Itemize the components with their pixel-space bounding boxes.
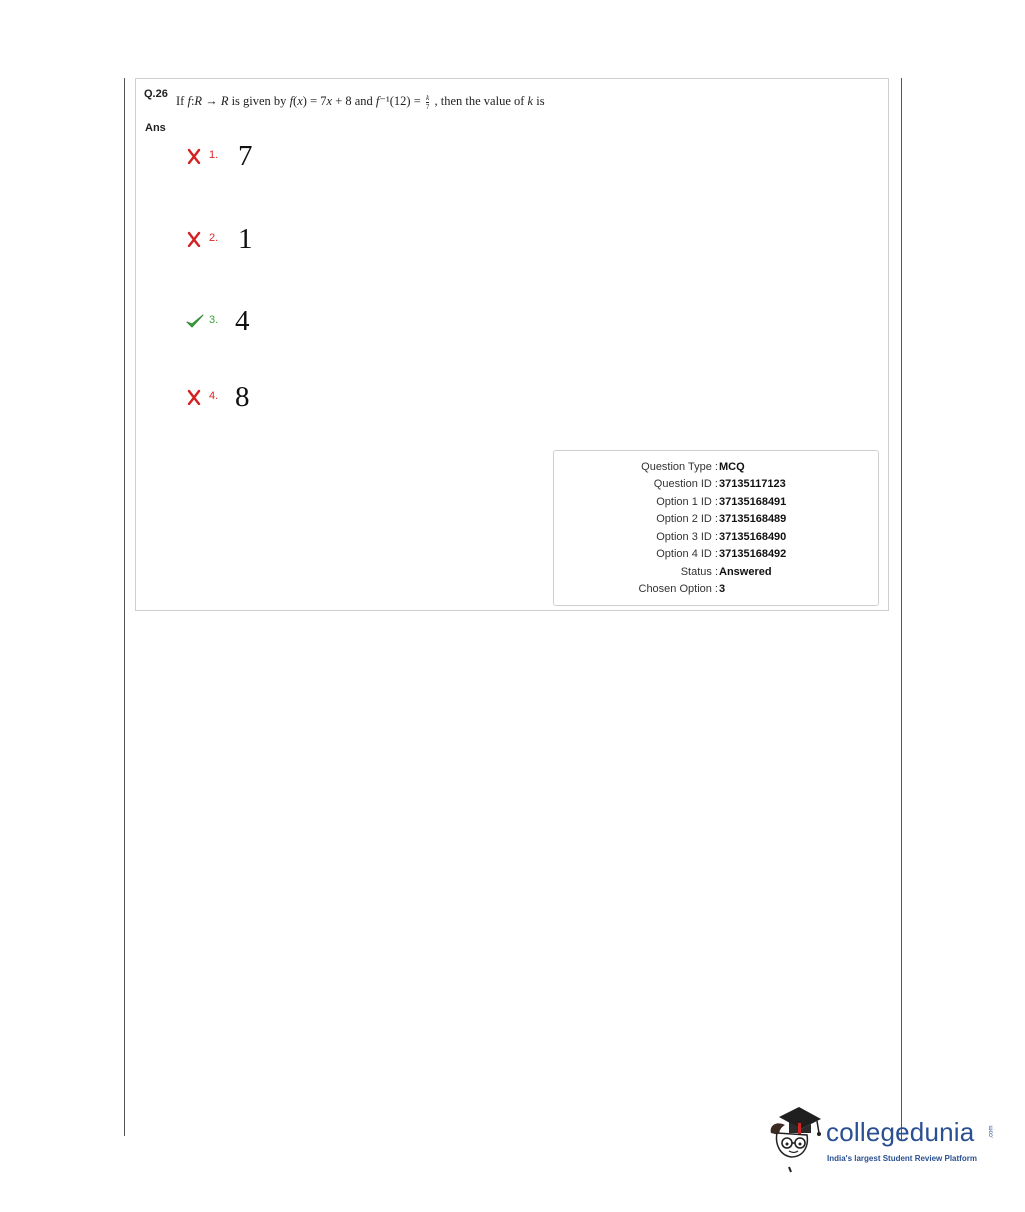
option-number: 3. xyxy=(209,314,219,326)
meta-status xyxy=(554,566,880,582)
option-value: 4 xyxy=(235,305,250,337)
question-text-part: → xyxy=(202,94,221,108)
collegedunia-watermark xyxy=(765,1103,1005,1183)
meta-value: 37135117123 xyxy=(719,478,786,490)
meta-value: 37135168489 xyxy=(719,513,787,525)
question-number: Q.26 xyxy=(144,88,168,100)
page-border-right xyxy=(901,78,902,1140)
fraction-denominator: 7 xyxy=(425,102,430,111)
math-symbol: f xyxy=(375,94,380,108)
meta-option-1-id xyxy=(554,496,880,512)
question-card xyxy=(135,78,889,611)
fraction-numerator: k xyxy=(426,93,430,102)
question-text xyxy=(176,93,545,111)
math-symbol: f xyxy=(289,94,294,108)
meta-value: 37135168491 xyxy=(719,496,787,508)
question-text-part: ( xyxy=(293,94,298,108)
question-text-part: : xyxy=(190,94,195,108)
question-text-part: is given by xyxy=(228,94,290,108)
meta-label: Question ID : xyxy=(653,478,718,490)
wrong-cross-icon xyxy=(186,148,202,164)
meta-option-3-id xyxy=(554,531,880,547)
question-text-part: If xyxy=(176,94,188,108)
option-value: 8 xyxy=(235,381,250,413)
wrong-cross-icon xyxy=(186,389,202,405)
option-number: 1. xyxy=(209,149,219,161)
math-symbol: R xyxy=(194,94,203,108)
meta-value: MCQ xyxy=(719,461,745,473)
math-symbol: k xyxy=(527,94,534,108)
meta-label: Option 3 ID : xyxy=(656,531,718,543)
meta-value: 37135168492 xyxy=(719,548,787,560)
brand-suffix: .com xyxy=(988,1125,995,1139)
brand-tagline: India's largest Student Review Platform xyxy=(827,1154,977,1163)
question-text-part: ⁻¹(12) = xyxy=(379,94,424,108)
meta-question-id xyxy=(554,478,880,494)
question-meta-panel xyxy=(553,450,879,606)
fraction xyxy=(426,94,430,111)
option-value: 1 xyxy=(238,223,253,255)
option-value: 7 xyxy=(238,140,253,172)
brand-name: collegedunia xyxy=(826,1117,975,1147)
meta-value: Answered xyxy=(719,566,772,578)
page-border-left xyxy=(124,78,125,1136)
meta-label: Status : xyxy=(680,566,718,578)
meta-label: Option 1 ID : xyxy=(656,496,718,508)
meta-question-type xyxy=(554,461,880,477)
meta-label: Option 4 ID : xyxy=(656,548,718,560)
question-text-part: + 8 and xyxy=(332,94,376,108)
wrong-cross-icon xyxy=(186,231,202,247)
answer-label: Ans xyxy=(145,122,166,134)
correct-check-icon xyxy=(186,313,204,329)
math-symbol: x xyxy=(326,94,333,108)
question-text-part: ) = 7 xyxy=(302,94,327,108)
question-text-part: is xyxy=(533,94,545,108)
meta-label: Question Type : xyxy=(641,461,718,473)
meta-label: Option 2 ID : xyxy=(656,513,718,525)
meta-option-4-id xyxy=(554,548,880,564)
mascot-logo-icon xyxy=(765,1103,827,1173)
meta-chosen-option xyxy=(554,583,880,599)
meta-value: 37135168490 xyxy=(719,531,787,543)
meta-value: 3 xyxy=(719,583,726,595)
question-text-part: , then the value of xyxy=(431,94,528,108)
math-symbol: x xyxy=(297,94,303,108)
meta-option-2-id xyxy=(554,513,880,529)
option-number: 4. xyxy=(209,390,219,402)
math-symbol: f xyxy=(187,94,191,108)
meta-label: Chosen Option : xyxy=(638,583,718,595)
math-symbol: R xyxy=(220,94,229,108)
option-number: 2. xyxy=(209,232,219,244)
